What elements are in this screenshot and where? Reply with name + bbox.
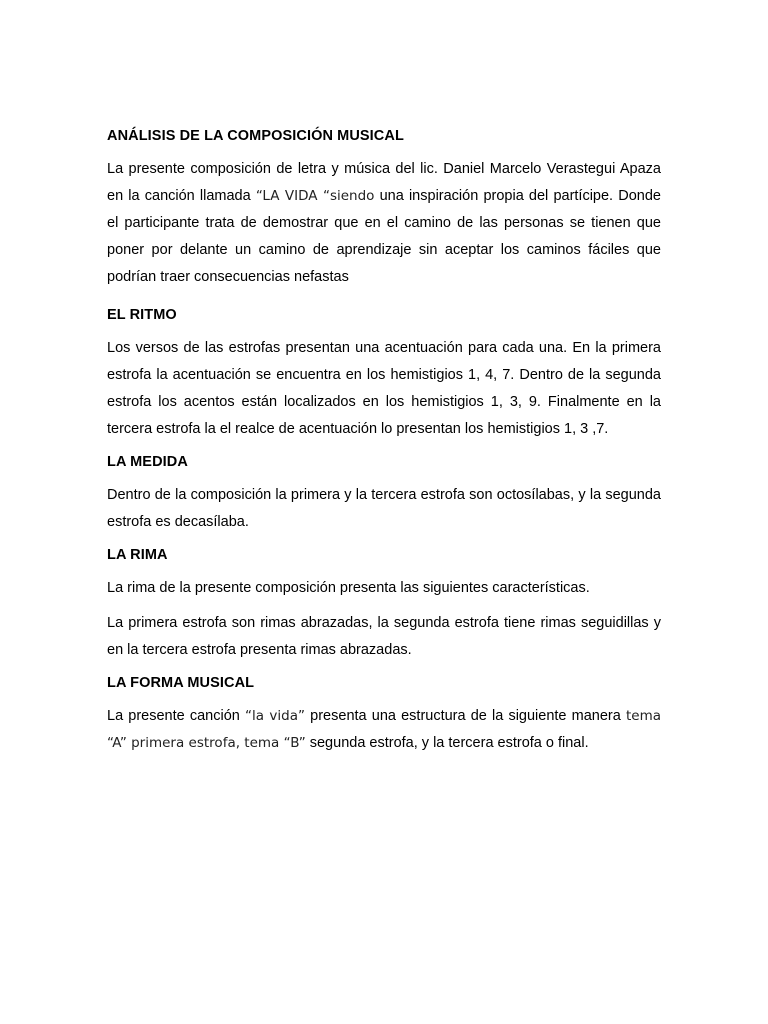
paragraph-rima-2: La primera estrofa son rimas abrazadas, la segunda estrofa tiene rimas seguidillas y en la tercera estrofa presenta rimas abrazadas. bbox=[107, 615, 661, 658]
paragraph-text: una inspiración propia del partícipe. Donde el participante trata de demostrar que en el camino de las personas se tienen que poner por delante un camino de aprendizaje sin aceptar los caminos fáciles que podrían traer consecuencias nefastas bbox=[107, 188, 661, 285]
paragraph-text: segunda estrofa, y la tercera estrofa o final. bbox=[305, 735, 589, 751]
song-title-quote: “LA VIDA “siendo bbox=[255, 188, 375, 204]
paragraph-text: La presente composición de letra y música del lic. Daniel Marcelo Verastegui Apaza en la canción llamada bbox=[107, 161, 661, 204]
section-heading-medida: LA MEDIDA bbox=[107, 454, 188, 470]
paragraph-analisis bbox=[107, 156, 661, 291]
paragraph-text: presenta una estructura de la siguiente manera bbox=[305, 708, 626, 724]
paragraph-medida: Dentro de la composición la primera y la tercera estrofa son octosílabas, y la segunda estrofa es decasílaba. bbox=[107, 487, 661, 530]
paragraph-ritmo: Los versos de las estrofas presentan una acentuación para cada una. En la primera estrofa la acentuación se encuentra en los hemistigios 1, 4, 7. Dentro de la segunda estrofa los acentos están localizados en los hemistigios 1, 3, 9. Finalmente en la tercera estrofa la el realce de acentuación lo presentan los hemistigios 1, 3 ,7. bbox=[107, 340, 661, 437]
paragraph-forma-musical bbox=[107, 703, 661, 757]
section-heading-rima: LA RIMA bbox=[107, 547, 168, 563]
paragraph-rima-1: La rima de la presente composición presenta las siguientes características. bbox=[107, 580, 590, 596]
section-heading-ritmo: EL RITMO bbox=[107, 307, 177, 323]
section-heading-forma-musical: LA FORMA MUSICAL bbox=[107, 675, 255, 691]
paragraph-text: La presente canción bbox=[107, 708, 245, 724]
section-heading-analisis: ANÁLISIS DE LA COMPOSICIÓN MUSICAL bbox=[107, 128, 404, 144]
structure-quote: tema “A” primera estrofa, tema “B” bbox=[107, 708, 661, 751]
document-page bbox=[107, 126, 661, 765]
song-title-quote: “la vida” bbox=[245, 708, 306, 724]
